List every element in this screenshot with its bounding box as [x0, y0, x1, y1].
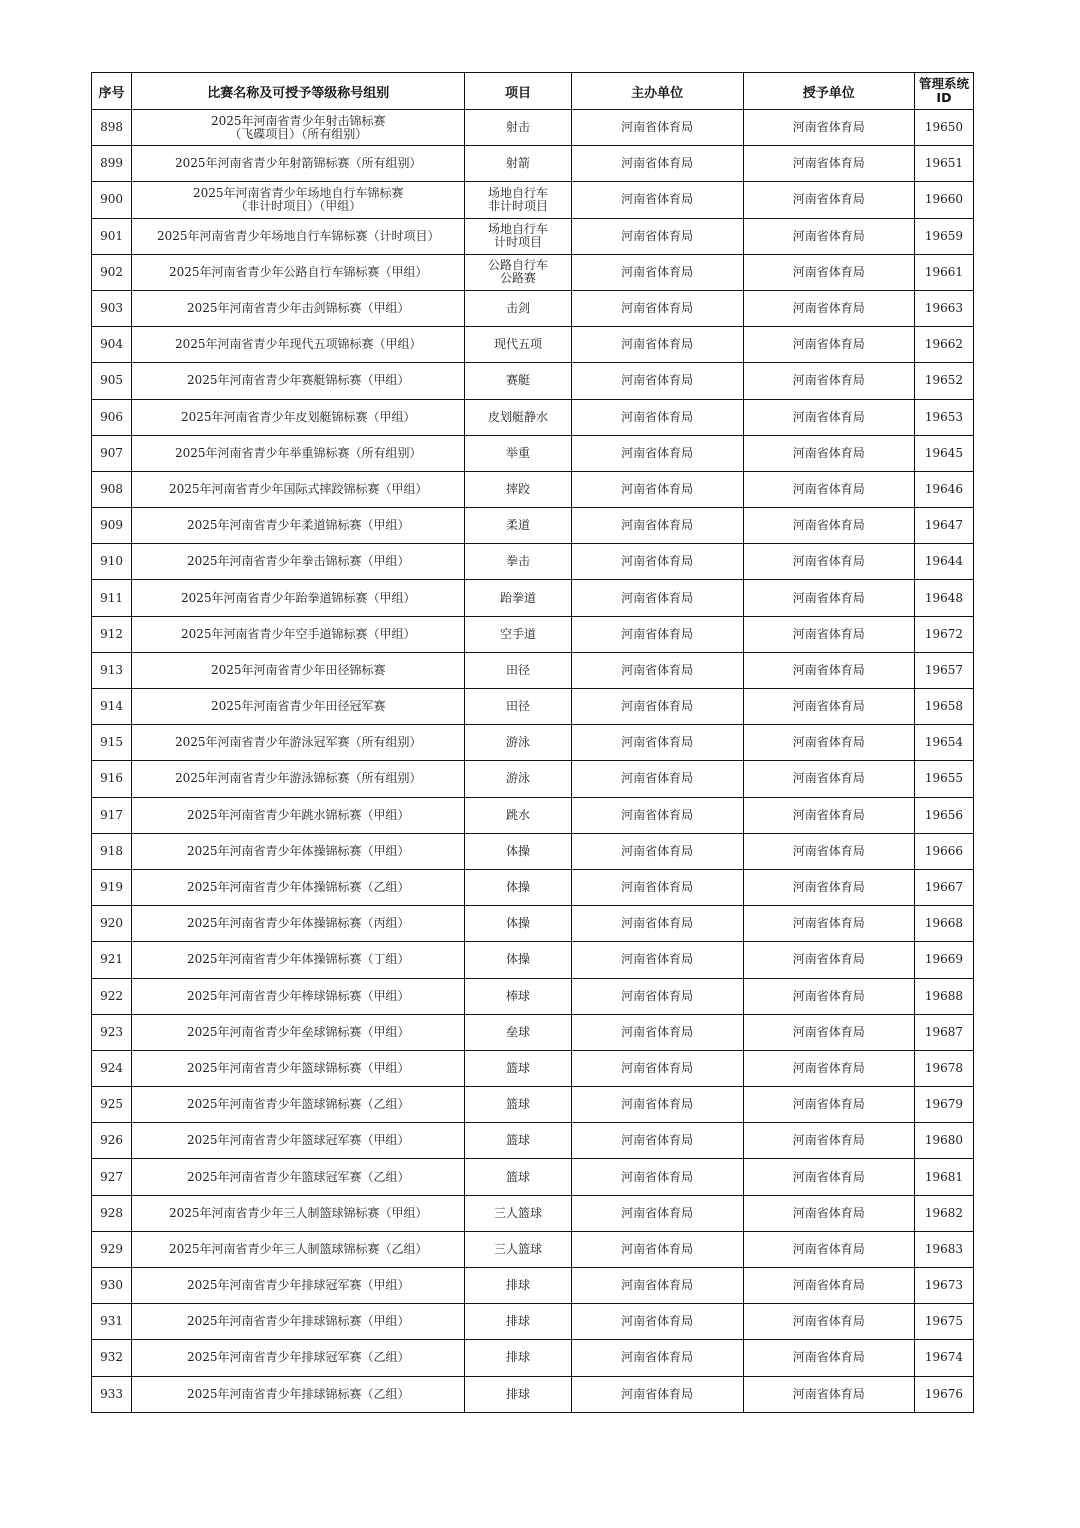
cell-name: 2025年河南省青少年排球锦标赛（甲组） — [132, 1304, 465, 1340]
table-row — [92, 290, 974, 326]
table-row — [92, 906, 974, 942]
table-row — [92, 1340, 974, 1376]
header-seq: 序号 — [92, 73, 132, 110]
cell-seq: 928 — [92, 1195, 132, 1231]
cell-host: 河南省体育局 — [571, 797, 743, 833]
cell-host: 河南省体育局 — [571, 254, 743, 290]
cell-grant: 河南省体育局 — [743, 363, 914, 399]
cell-grant: 河南省体育局 — [743, 254, 914, 290]
cell-item: 排球 — [465, 1304, 571, 1340]
cell-seq: 902 — [92, 254, 132, 290]
table-row — [92, 869, 974, 905]
table-row — [92, 580, 974, 616]
cell-grant: 河南省体育局 — [743, 1376, 914, 1412]
cell-id: 19688 — [914, 978, 973, 1014]
cell-name: 2025年河南省青少年篮球冠军赛（乙组） — [132, 1159, 465, 1195]
table-row — [92, 942, 974, 978]
table-row — [92, 508, 974, 544]
cell-seq: 903 — [92, 290, 132, 326]
table-row — [92, 1231, 974, 1267]
cell-grant: 河南省体育局 — [743, 1340, 914, 1376]
cell-host: 河南省体育局 — [571, 833, 743, 869]
cell-name: 2025年河南省青少年田径锦标赛 — [132, 652, 465, 688]
cell-seq: 911 — [92, 580, 132, 616]
cell-id: 19661 — [914, 254, 973, 290]
cell-seq: 914 — [92, 689, 132, 725]
cell-id: 19655 — [914, 761, 973, 797]
cell-item: 排球 — [465, 1268, 571, 1304]
cell-host: 河南省体育局 — [571, 869, 743, 905]
cell-id: 19676 — [914, 1376, 973, 1412]
cell-seq: 918 — [92, 833, 132, 869]
cell-item: 现代五项 — [465, 327, 571, 363]
cell-id: 19666 — [914, 833, 973, 869]
cell-id: 19683 — [914, 1231, 973, 1267]
cell-seq: 924 — [92, 1050, 132, 1086]
cell-id: 19673 — [914, 1268, 973, 1304]
cell-id: 19679 — [914, 1087, 973, 1123]
cell-grant: 河南省体育局 — [743, 1268, 914, 1304]
cell-seq: 898 — [92, 110, 132, 146]
cell-host: 河南省体育局 — [571, 761, 743, 797]
cell-item: 体操 — [465, 942, 571, 978]
competition-table — [91, 72, 974, 1413]
cell-id: 19659 — [914, 218, 973, 254]
cell-seq: 933 — [92, 1376, 132, 1412]
table-row — [92, 110, 974, 146]
table-row — [92, 1014, 974, 1050]
cell-id: 19645 — [914, 435, 973, 471]
cell-host: 河南省体育局 — [571, 399, 743, 435]
header-row — [92, 73, 974, 110]
cell-name: 2025年河南省青少年场地自行车锦标赛 （非计时项目）（甲组） — [132, 182, 465, 218]
cell-seq: 925 — [92, 1087, 132, 1123]
cell-item: 棒球 — [465, 978, 571, 1014]
cell-seq: 930 — [92, 1268, 132, 1304]
cell-host: 河南省体育局 — [571, 1014, 743, 1050]
cell-grant: 河南省体育局 — [743, 580, 914, 616]
cell-name: 2025年河南省青少年篮球冠军赛（甲组） — [132, 1123, 465, 1159]
cell-grant: 河南省体育局 — [743, 1050, 914, 1086]
header-grant: 授予单位 — [743, 73, 914, 110]
cell-id: 19653 — [914, 399, 973, 435]
table-row — [92, 833, 974, 869]
cell-seq: 919 — [92, 869, 132, 905]
cell-item: 跳水 — [465, 797, 571, 833]
cell-id: 19682 — [914, 1195, 973, 1231]
cell-item: 拳击 — [465, 544, 571, 580]
cell-id: 19663 — [914, 290, 973, 326]
cell-seq: 912 — [92, 616, 132, 652]
cell-grant: 河南省体育局 — [743, 725, 914, 761]
cell-name: 2025年河南省青少年游泳冠军赛（所有组别） — [132, 725, 465, 761]
cell-item: 排球 — [465, 1376, 571, 1412]
cell-id: 19644 — [914, 544, 973, 580]
cell-grant: 河南省体育局 — [743, 182, 914, 218]
table-row — [92, 1087, 974, 1123]
cell-name: 2025年河南省青少年射箭锦标赛（所有组别） — [132, 146, 465, 182]
cell-id: 19680 — [914, 1123, 973, 1159]
table-row — [92, 218, 974, 254]
cell-host: 河南省体育局 — [571, 182, 743, 218]
cell-host: 河南省体育局 — [571, 725, 743, 761]
cell-name: 2025年河南省青少年公路自行车锦标赛（甲组） — [132, 254, 465, 290]
table-row — [92, 652, 974, 688]
cell-grant: 河南省体育局 — [743, 1195, 914, 1231]
cell-grant: 河南省体育局 — [743, 761, 914, 797]
cell-item: 体操 — [465, 869, 571, 905]
cell-item: 空手道 — [465, 616, 571, 652]
cell-item: 田径 — [465, 652, 571, 688]
table-header — [92, 73, 974, 110]
cell-name: 2025年河南省青少年田径冠军赛 — [132, 689, 465, 725]
cell-host: 河南省体育局 — [571, 1231, 743, 1267]
cell-name: 2025年河南省青少年三人制篮球锦标赛（甲组） — [132, 1195, 465, 1231]
cell-host: 河南省体育局 — [571, 1123, 743, 1159]
cell-item: 田径 — [465, 689, 571, 725]
cell-host: 河南省体育局 — [571, 616, 743, 652]
cell-seq: 920 — [92, 906, 132, 942]
table-row — [92, 1159, 974, 1195]
cell-item: 皮划艇静水 — [465, 399, 571, 435]
cell-id: 19675 — [914, 1304, 973, 1340]
cell-host: 河南省体育局 — [571, 1195, 743, 1231]
cell-grant: 河南省体育局 — [743, 435, 914, 471]
cell-id: 19646 — [914, 471, 973, 507]
cell-name: 2025年河南省青少年排球冠军赛（甲组） — [132, 1268, 465, 1304]
cell-name: 2025年河南省青少年空手道锦标赛（甲组） — [132, 616, 465, 652]
cell-seq: 915 — [92, 725, 132, 761]
cell-id: 19669 — [914, 942, 973, 978]
table-row — [92, 1123, 974, 1159]
cell-host: 河南省体育局 — [571, 580, 743, 616]
cell-id: 19662 — [914, 327, 973, 363]
cell-id: 19667 — [914, 869, 973, 905]
cell-seq: 909 — [92, 508, 132, 544]
cell-host: 河南省体育局 — [571, 1268, 743, 1304]
cell-name: 2025年河南省青少年三人制篮球锦标赛（乙组） — [132, 1231, 465, 1267]
cell-host: 河南省体育局 — [571, 435, 743, 471]
cell-name: 2025年河南省青少年排球锦标赛（乙组） — [132, 1376, 465, 1412]
cell-name: 2025年河南省青少年游泳锦标赛（所有组别） — [132, 761, 465, 797]
table-row — [92, 616, 974, 652]
cell-seq: 917 — [92, 797, 132, 833]
cell-name: 2025年河南省青少年体操锦标赛（甲组） — [132, 833, 465, 869]
cell-item: 跆拳道 — [465, 580, 571, 616]
cell-grant: 河南省体育局 — [743, 1123, 914, 1159]
cell-grant: 河南省体育局 — [743, 652, 914, 688]
table-row — [92, 1376, 974, 1412]
cell-grant: 河南省体育局 — [743, 797, 914, 833]
cell-grant: 河南省体育局 — [743, 218, 914, 254]
cell-item: 举重 — [465, 435, 571, 471]
cell-grant: 河南省体育局 — [743, 146, 914, 182]
cell-host: 河南省体育局 — [571, 544, 743, 580]
cell-item: 场地自行车 非计时项目 — [465, 182, 571, 218]
cell-seq: 900 — [92, 182, 132, 218]
cell-seq: 916 — [92, 761, 132, 797]
cell-name: 2025年河南省青少年皮划艇锦标赛（甲组） — [132, 399, 465, 435]
cell-grant: 河南省体育局 — [743, 508, 914, 544]
cell-grant: 河南省体育局 — [743, 327, 914, 363]
table-row — [92, 471, 974, 507]
cell-seq: 931 — [92, 1304, 132, 1340]
cell-seq: 932 — [92, 1340, 132, 1376]
cell-host: 河南省体育局 — [571, 110, 743, 146]
cell-name: 2025年河南省青少年排球冠军赛（乙组） — [132, 1340, 465, 1376]
cell-seq: 904 — [92, 327, 132, 363]
table-row — [92, 327, 974, 363]
cell-seq: 905 — [92, 363, 132, 399]
cell-item: 篮球 — [465, 1050, 571, 1086]
table-row — [92, 399, 974, 435]
cell-item: 体操 — [465, 833, 571, 869]
table-row — [92, 978, 974, 1014]
cell-host: 河南省体育局 — [571, 652, 743, 688]
cell-seq: 929 — [92, 1231, 132, 1267]
table-row — [92, 725, 974, 761]
cell-id: 19674 — [914, 1340, 973, 1376]
table-row — [92, 146, 974, 182]
cell-host: 河南省体育局 — [571, 363, 743, 399]
cell-name: 2025年河南省青少年体操锦标赛（丁组） — [132, 942, 465, 978]
table-row — [92, 182, 974, 218]
cell-item: 三人篮球 — [465, 1231, 571, 1267]
cell-seq: 921 — [92, 942, 132, 978]
cell-host: 河南省体育局 — [571, 1340, 743, 1376]
cell-name: 2025年河南省青少年垒球锦标赛（甲组） — [132, 1014, 465, 1050]
table-row — [92, 689, 974, 725]
cell-id: 19681 — [914, 1159, 973, 1195]
table-row — [92, 1050, 974, 1086]
table-row — [92, 544, 974, 580]
cell-item: 垒球 — [465, 1014, 571, 1050]
table-row — [92, 761, 974, 797]
cell-name: 2025年河南省青少年举重锦标赛（所有组别） — [132, 435, 465, 471]
cell-item: 三人篮球 — [465, 1195, 571, 1231]
cell-name: 2025年河南省青少年击剑锦标赛（甲组） — [132, 290, 465, 326]
cell-seq: 906 — [92, 399, 132, 435]
cell-grant: 河南省体育局 — [743, 544, 914, 580]
cell-grant: 河南省体育局 — [743, 1231, 914, 1267]
cell-item: 赛艇 — [465, 363, 571, 399]
table-row — [92, 1304, 974, 1340]
cell-seq: 926 — [92, 1123, 132, 1159]
cell-seq: 913 — [92, 652, 132, 688]
cell-item: 篮球 — [465, 1159, 571, 1195]
cell-item: 排球 — [465, 1340, 571, 1376]
cell-host: 河南省体育局 — [571, 1087, 743, 1123]
cell-name: 2025年河南省青少年柔道锦标赛（甲组） — [132, 508, 465, 544]
cell-host: 河南省体育局 — [571, 146, 743, 182]
cell-item: 摔跤 — [465, 471, 571, 507]
cell-grant: 河南省体育局 — [743, 1304, 914, 1340]
cell-id: 19647 — [914, 508, 973, 544]
cell-grant: 河南省体育局 — [743, 978, 914, 1014]
cell-item: 射箭 — [465, 146, 571, 182]
cell-name: 2025年河南省青少年篮球锦标赛（乙组） — [132, 1087, 465, 1123]
cell-item: 游泳 — [465, 725, 571, 761]
cell-seq: 910 — [92, 544, 132, 580]
cell-id: 19656 — [914, 797, 973, 833]
header-id — [914, 73, 973, 110]
cell-grant: 河南省体育局 — [743, 616, 914, 652]
cell-seq: 899 — [92, 146, 132, 182]
cell-name: 2025年河南省青少年篮球锦标赛（甲组） — [132, 1050, 465, 1086]
cell-id: 19660 — [914, 182, 973, 218]
cell-host: 河南省体育局 — [571, 471, 743, 507]
cell-seq: 901 — [92, 218, 132, 254]
cell-host: 河南省体育局 — [571, 906, 743, 942]
cell-host: 河南省体育局 — [571, 1050, 743, 1086]
cell-grant: 河南省体育局 — [743, 110, 914, 146]
cell-item: 场地自行车 计时项目 — [465, 218, 571, 254]
table-row — [92, 254, 974, 290]
cell-grant: 河南省体育局 — [743, 399, 914, 435]
cell-grant: 河南省体育局 — [743, 1014, 914, 1050]
cell-id: 19672 — [914, 616, 973, 652]
cell-host: 河南省体育局 — [571, 978, 743, 1014]
cell-grant: 河南省体育局 — [743, 689, 914, 725]
cell-name: 2025年河南省青少年跆拳道锦标赛（甲组） — [132, 580, 465, 616]
cell-host: 河南省体育局 — [571, 942, 743, 978]
cell-seq: 923 — [92, 1014, 132, 1050]
cell-id: 19652 — [914, 363, 973, 399]
cell-item: 游泳 — [465, 761, 571, 797]
table-row — [92, 363, 974, 399]
header-name: 比赛名称及可授予等级称号组别 — [132, 73, 465, 110]
cell-name: 2025年河南省青少年体操锦标赛（乙组） — [132, 869, 465, 905]
table-body — [92, 110, 974, 1413]
cell-seq: 907 — [92, 435, 132, 471]
cell-seq: 922 — [92, 978, 132, 1014]
cell-id: 19648 — [914, 580, 973, 616]
table-row — [92, 1268, 974, 1304]
cell-id: 19654 — [914, 725, 973, 761]
cell-grant: 河南省体育局 — [743, 471, 914, 507]
cell-name: 2025年河南省青少年棒球锦标赛（甲组） — [132, 978, 465, 1014]
header-item: 项目 — [465, 73, 571, 110]
cell-item: 篮球 — [465, 1123, 571, 1159]
cell-id: 19668 — [914, 906, 973, 942]
table-row — [92, 435, 974, 471]
cell-grant: 河南省体育局 — [743, 942, 914, 978]
cell-id: 19651 — [914, 146, 973, 182]
cell-item: 体操 — [465, 906, 571, 942]
cell-name: 2025年河南省青少年现代五项锦标赛（甲组） — [132, 327, 465, 363]
cell-host: 河南省体育局 — [571, 290, 743, 326]
cell-name: 2025年河南省青少年赛艇锦标赛（甲组） — [132, 363, 465, 399]
cell-seq: 927 — [92, 1159, 132, 1195]
cell-item: 击剑 — [465, 290, 571, 326]
cell-host: 河南省体育局 — [571, 218, 743, 254]
cell-host: 河南省体育局 — [571, 508, 743, 544]
cell-grant: 河南省体育局 — [743, 906, 914, 942]
cell-id: 19687 — [914, 1014, 973, 1050]
cell-name: 2025年河南省青少年拳击锦标赛（甲组） — [132, 544, 465, 580]
cell-id: 19678 — [914, 1050, 973, 1086]
cell-grant: 河南省体育局 — [743, 1159, 914, 1195]
cell-name: 2025年河南省青少年国际式摔跤锦标赛（甲组） — [132, 471, 465, 507]
cell-id: 19658 — [914, 689, 973, 725]
cell-item: 射击 — [465, 110, 571, 146]
cell-seq: 908 — [92, 471, 132, 507]
cell-grant: 河南省体育局 — [743, 1087, 914, 1123]
table-row — [92, 1195, 974, 1231]
cell-host: 河南省体育局 — [571, 689, 743, 725]
cell-id: 19650 — [914, 110, 973, 146]
header-host: 主办单位 — [571, 73, 743, 110]
cell-host: 河南省体育局 — [571, 1376, 743, 1412]
cell-name: 2025年河南省青少年射击锦标赛 （飞碟项目）（所有组别） — [132, 110, 465, 146]
table-row — [92, 797, 974, 833]
cell-id: 19657 — [914, 652, 973, 688]
cell-item: 篮球 — [465, 1087, 571, 1123]
cell-host: 河南省体育局 — [571, 1304, 743, 1340]
cell-grant: 河南省体育局 — [743, 869, 914, 905]
cell-name: 2025年河南省青少年体操锦标赛（丙组） — [132, 906, 465, 942]
cell-name: 2025年河南省青少年跳水锦标赛（甲组） — [132, 797, 465, 833]
cell-name: 2025年河南省青少年场地自行车锦标赛（计时项目） — [132, 218, 465, 254]
cell-host: 河南省体育局 — [571, 1159, 743, 1195]
cell-host: 河南省体育局 — [571, 327, 743, 363]
cell-grant: 河南省体育局 — [743, 290, 914, 326]
cell-grant: 河南省体育局 — [743, 833, 914, 869]
cell-item: 公路自行车 公路赛 — [465, 254, 571, 290]
header-id-label: 管理系统 ID — [918, 76, 969, 105]
cell-item: 柔道 — [465, 508, 571, 544]
